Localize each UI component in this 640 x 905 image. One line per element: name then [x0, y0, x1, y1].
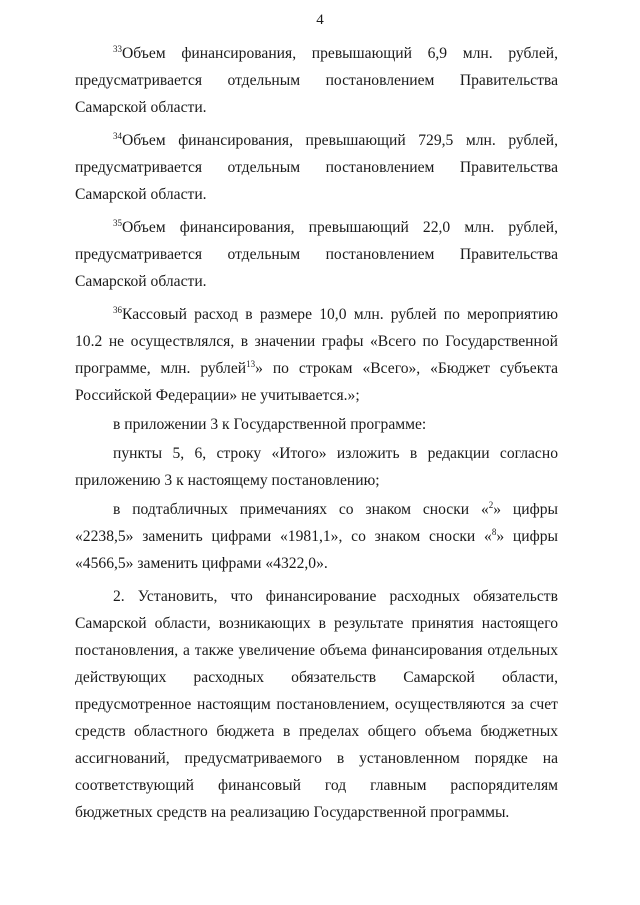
- page-number: 4: [316, 12, 324, 28]
- footnote-marker: 33: [113, 44, 122, 54]
- appendix3-items: пункты 5, 6, строку «Итого» изложить в редакции согласно приложению 3 к настоящему постановлению;: [75, 445, 558, 489]
- footnote-text: Объем финансирования, превышающий 729,5 млн. рублей,: [122, 132, 558, 149]
- footnote-35-rest: предусматривается отдельным постановлением Правительства Самарской области.: [75, 246, 558, 290]
- footnote-marker-inner: 13: [246, 359, 256, 369]
- footnote-34-rest: предусматривается отдельным постановлением Правительства Самарской области.: [75, 159, 558, 203]
- footnote-marker: 35: [113, 218, 122, 228]
- footnote-35-line1: [75, 214, 558, 241]
- document-body: [75, 40, 558, 826]
- footnote-marker: 36: [113, 305, 122, 315]
- footnote-33-rest: предусматривается отдельным постановлением Правительства Самарской области.: [75, 72, 558, 116]
- footnote-marker: 34: [113, 131, 122, 141]
- appendix3-intro: в приложении 3 к Государственной программе:: [113, 416, 427, 433]
- footnote-36: $^{36}$Кассовый расход в размере 10,0 млн. рублей по мероприятию 10.2 не осуществлялся, в значении графы «Всего по Государственной программе, млн. рублей$^{13}$» по строкам «Всего», «Бюджет субъекта Российской Федерации» не учитывается.»;: [75, 305, 559, 404]
- footnote-34-line1: [75, 127, 558, 154]
- section-2: 2. Установить, что финансирование расходных обязательств Самарской области, возникающих в результате принятия настоящего постановления, а также увеличение объема финансирования отдельных действующих расходных обязательств Самарской области, предусмотренное настоящим постановлением, осуществляются за счет средств областного бюджета в пределах общего объема бюджетных ассигнований, предусматриваемого в установленном порядке на соответствующий финансовый год главным распорядителям бюджетных средств на реализацию Государственной программы.: [75, 588, 558, 821]
- footnote-text: Объем финансирования, превышающий 6,9 млн. рублей,: [122, 45, 558, 62]
- footnote-33-line1: [75, 40, 558, 67]
- footnote-text: Объем финансирования, превышающий 22,0 млн. рублей,: [122, 219, 558, 236]
- subtable-notes: в подтабличных примечаниях со знаком сноски «$^2$» цифры «2238,5» заменить цифрами «1981,1», со знаком сноски «$^8$» цифры «4566,5» заменить цифрами «4322,0».: [75, 500, 559, 572]
